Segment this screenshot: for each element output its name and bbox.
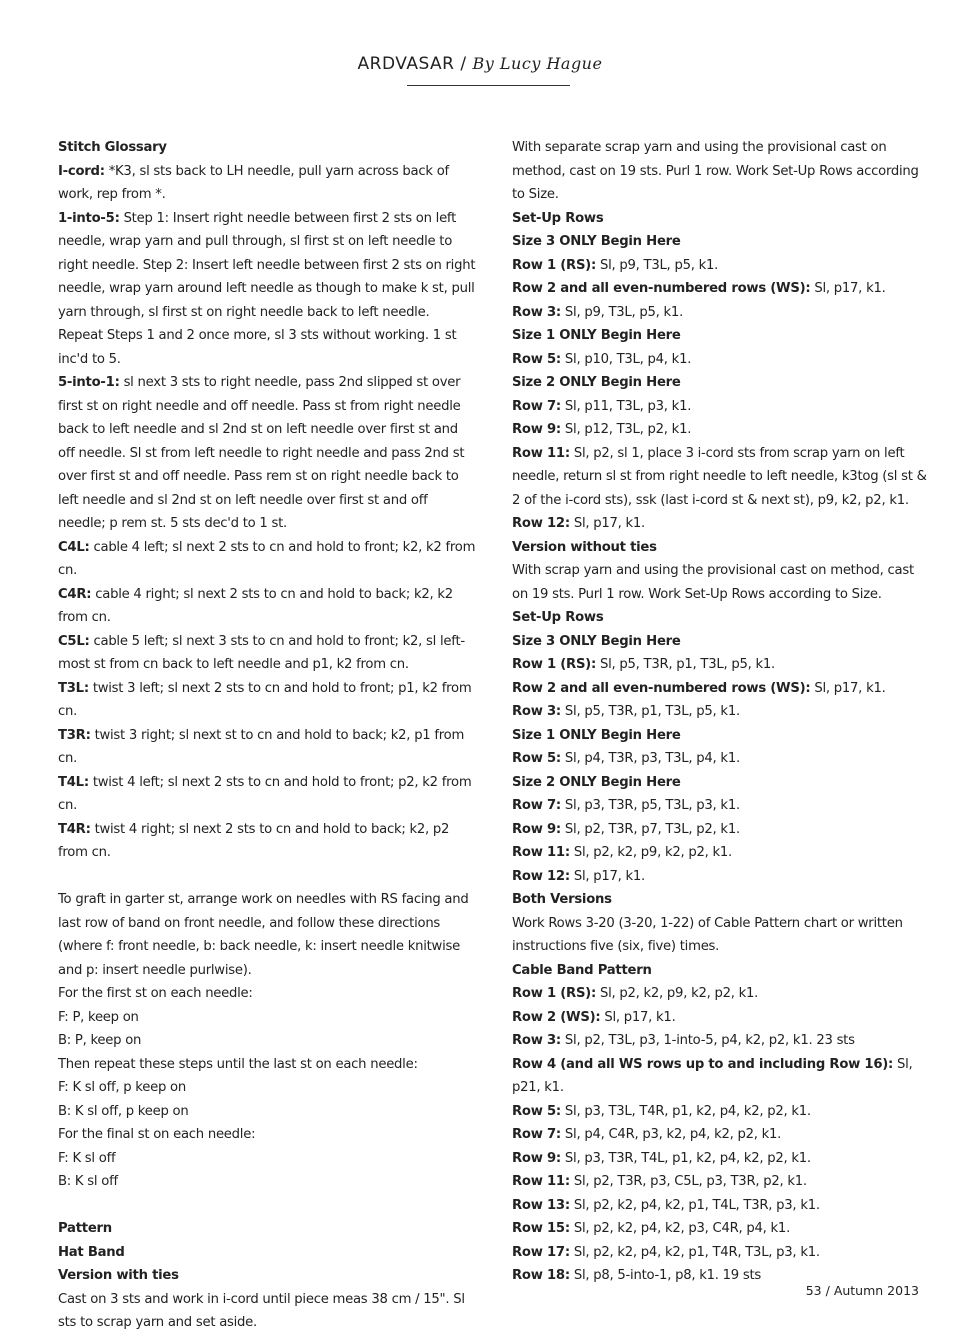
row-instruction (512, 865, 932, 889)
graft-intro: To graft in garter st, arrange work on needles with RS facing and last row of band on front needle, and follow these directions (where f: front needle, b: back needle, k: insert needle knitwise and p: insert needle purlwise). (58, 892, 469, 978)
graft-lines (58, 982, 476, 1194)
row-instruction (512, 418, 932, 442)
graft-line: B: P, keep on (58, 1033, 142, 1048)
row-label: Row 9: (512, 821, 561, 837)
graft-line: B: K sl off (58, 1174, 118, 1189)
row-text: Sl, p11, T3L, p3, k1. (564, 398, 692, 414)
glossary-title: Stitch Glossary (58, 140, 167, 155)
row-text: Sl, p2, k2, p9, k2, p2, k1. (573, 845, 732, 860)
row-instruction (512, 677, 932, 701)
row-instruction (512, 301, 932, 325)
row-text: Sl, p10, T3L, p4, k1. (564, 351, 692, 367)
row-label: Row 3: (512, 1033, 561, 1048)
hat-band-heading: Hat Band (58, 1244, 125, 1260)
row-label: Row 3: (512, 304, 561, 320)
row-text: Sl, p17, k1. (573, 868, 646, 884)
row-label: Row 11: (512, 445, 570, 461)
pattern-heading: Pattern (58, 1221, 112, 1236)
row-text: Sl, p2, T3R, p3, C5L, p3, T3R, p2, k1. (573, 1174, 807, 1189)
glossary-term: I-cord: (58, 163, 105, 179)
glossary-definition: twist 4 left; sl next 2 sts to cn and hold to front; p2, k2 from cn. (58, 774, 472, 813)
row-label: Row 1 (RS): (512, 657, 596, 672)
row-text: Sl, p12, T3L, p2, k1. (564, 422, 692, 437)
setup-rows-heading-2: Set-Up Rows (512, 610, 604, 625)
graft-line: F: P, keep on (58, 1009, 139, 1025)
row-text: Sl, p9, T3L, p5, k1. (564, 304, 684, 320)
row-instruction (512, 700, 932, 724)
row-instruction (512, 1053, 932, 1100)
glossary-term: C4L: (58, 539, 90, 555)
row-text: Sl, p2, k2, p4, k2, p1, T4L, T3R, p3, k1. (573, 1197, 820, 1213)
row-label: Row 7: (512, 398, 561, 414)
graft-line: For the final st on each needle: (58, 1127, 256, 1142)
row-label: Row 2 and all even-numbered rows (WS): (512, 680, 811, 696)
graft-line: F: K sl off (58, 1150, 116, 1166)
row-instruction (512, 841, 932, 865)
row-text: Sl, p17, k1. (604, 1009, 676, 1025)
row-text: Sl, p17, k1. (814, 281, 886, 296)
glossary-entry (58, 536, 476, 583)
glossary-definition: cable 4 left; sl next 2 sts to cn and hold to front; k2, k2 from cn. (58, 539, 476, 578)
row-instruction (512, 794, 932, 818)
row-text: Sl, p2, k2, p4, k2, p3, C4R, p4, k1. (573, 1221, 791, 1236)
version-no-ties-text: With scrap yarn and using the provisional cast on method, cast on 19 sts. Purl 1 row. Work Set-Up Rows according to Size. (512, 563, 914, 602)
header-separator: / (460, 54, 467, 74)
row-text: Sl, p4, T3R, p3, T3L, p4, k1. (564, 751, 740, 766)
glossary-term: 1-into-5: (58, 210, 120, 226)
row-label: Row 5: (512, 1103, 561, 1119)
row-label: Row 7: (512, 1127, 561, 1142)
glossary-definition: twist 3 right; sl next st to cn and hold to back; k2, p1 from cn. (58, 727, 465, 766)
row-text: Sl, p2, T3L, p3, 1-into-5, p4, k2, p2, k1. 23 sts (564, 1033, 855, 1048)
glossary-entry (58, 630, 476, 677)
page-number: 53 (805, 1283, 822, 1298)
version-no-ties-heading: Version without ties (512, 539, 657, 555)
glossary-term: C5L: (58, 633, 90, 649)
glossary-definition: twist 3 left; sl next 2 sts to cn and hold to front; p1, k2 from cn. (58, 680, 472, 719)
row-label: Row 11: (512, 1174, 570, 1189)
glossary-definition: sl next 3 sts to right needle, pass 2nd slipped st over first st on right needle and off needle. Pass st from right needle back to left needle and sl 2nd st on left needle over first st and off needle. Sl st from left needle to right needle and pass 2nd st over first st and off needle. Pass rem st on right needle back to left needle and sl 2nd st on left needle over first st and off needle; p rem st. 5 sts dec'd to 1 st. (58, 375, 465, 531)
glossary-term: 5-into-1: (58, 375, 120, 390)
row-text: Sl, p5, T3R, p1, T3L, p5, k1. (599, 657, 775, 672)
row-label: Row 13: (512, 1197, 570, 1213)
glossary-definition: cable 4 right; sl next 2 sts to cn and hold to back; k2, k2 from cn. (58, 586, 453, 625)
row-label: Row 2 and all even-numbered rows (WS): (512, 281, 811, 296)
glossary-definition: cable 5 left; sl next 3 sts to cn and hold to front; k2, sl left-most st from cn back to left needle and p1, k2 from cn. (58, 633, 465, 672)
both-versions-text: Work Rows 3-20 (3-20, 1-22) of Cable Pattern chart or written instructions five (six, five) times. (512, 915, 903, 954)
glossary-term: C4R: (58, 586, 92, 602)
glossary-term: T4R: (58, 821, 91, 837)
row-label: Row 1 (RS): (512, 986, 596, 1001)
setup-rows-heading-1: Set-Up Rows (512, 210, 604, 226)
row-text: Sl, p21, k1. (512, 1056, 913, 1095)
row-instruction (512, 1147, 932, 1171)
row-instruction (512, 254, 932, 278)
page-footer (806, 1283, 919, 1298)
page-header (0, 54, 960, 74)
row-label: Row 2 (WS): (512, 1009, 601, 1025)
glossary-entry (58, 818, 476, 865)
row-text: Sl, p17, k1. (814, 680, 886, 696)
left-column (58, 136, 476, 1335)
graft-line: B: K sl off, p keep on (58, 1103, 189, 1119)
row-instruction (512, 442, 932, 513)
glossary-entry (58, 583, 476, 630)
row-instruction (512, 512, 932, 536)
row-instruction (512, 747, 932, 771)
row-text: Sl, p3, T3R, T4L, p1, k2, p4, k2, p2, k1. (564, 1150, 811, 1166)
size-heading: Size 3 ONLY Begin Here (512, 633, 681, 649)
row-instruction (512, 818, 932, 842)
graft-line: F: K sl off, p keep on (58, 1080, 186, 1095)
row-label: Row 5: (512, 351, 561, 367)
right-column (512, 136, 932, 1288)
row-label: Row 17: (512, 1244, 570, 1260)
glossary-term: T4L: (58, 774, 89, 790)
glossary-entry (58, 771, 476, 818)
row-instruction (512, 1100, 932, 1124)
row-instruction (512, 1170, 932, 1194)
row-instruction (512, 1006, 932, 1030)
size-heading: Size 1 ONLY Begin Here (512, 328, 681, 343)
version-ties-heading: Version with ties (58, 1268, 179, 1283)
right-intro: With separate scrap yarn and using the provisional cast on method, cast on 19 sts. Purl 1 row. Work Set-Up Rows according to Size. (512, 140, 919, 202)
row-text: Sl, p8, 5-into-1, p8, k1. 19 sts (573, 1268, 762, 1283)
row-instruction (512, 1217, 932, 1241)
row-label: Row 5: (512, 751, 561, 766)
pattern-author: By Lucy Hague (472, 54, 603, 73)
row-label: Row 1 (RS): (512, 257, 596, 273)
both-versions-heading: Both Versions (512, 892, 612, 907)
row-instruction (512, 1194, 932, 1218)
row-label: Row 18: (512, 1268, 570, 1283)
row-instruction (512, 1241, 932, 1265)
graft-line: Then repeat these steps until the last st on each needle: (58, 1056, 418, 1072)
row-label: Row 3: (512, 704, 561, 719)
setup-rows-2 (512, 630, 932, 889)
row-label: Row 9: (512, 422, 561, 437)
glossary-entry (58, 160, 476, 207)
row-text: Sl, p2, k2, p9, k2, p2, k1. (599, 986, 759, 1001)
glossary-definition: Step 1: Insert right needle between first 2 sts on left needle, wrap yarn and pull through, sl first st on left needle to right needle. Step 2: Insert left needle between first 2 sts on right needle, wrap yarn around left needle as though to make k st, pull yarn through, sl first st on right needle back to left needle. Repeat Steps 1 and 2 once more, sl 3 sts without working. 1 st inc'd to 5. (58, 210, 476, 367)
row-text: Sl, p2, sl 1, place 3 i-cord sts from scrap yarn on left needle, return sl st from right needle to left needle, k3tog (sl st & 2 of the i-cord sts), ssk (last i-cord st & next st), p9, k2, p2, k1. (512, 445, 927, 508)
row-instruction (512, 277, 932, 301)
row-label: Row 9: (512, 1150, 561, 1166)
row-instruction (512, 1123, 932, 1147)
glossary-entry (58, 677, 476, 724)
row-text: Sl, p2, T3R, p7, T3L, p2, k1. (564, 821, 740, 837)
row-instruction (512, 1029, 932, 1053)
row-instruction (512, 982, 932, 1006)
row-label: Row 12: (512, 868, 570, 884)
cable-band-rows (512, 982, 932, 1288)
setup-rows-1 (512, 230, 932, 536)
glossary-term: T3L: (58, 680, 89, 696)
row-text: Sl, p17, k1. (573, 516, 646, 531)
size-heading: Size 1 ONLY Begin Here (512, 727, 681, 743)
version-ties-text: Cast on 3 sts and work in i-cord until piece meas 38 cm / 15". Sl sts to scrap yarn and set aside. (58, 1291, 465, 1330)
row-text: Sl, p5, T3R, p1, T3L, p5, k1. (564, 704, 740, 719)
size-heading: Size 2 ONLY Begin Here (512, 375, 681, 390)
header-rule (407, 85, 570, 86)
size-heading: Size 3 ONLY Begin Here (512, 234, 681, 249)
row-label: Row 12: (512, 516, 570, 531)
glossary-term: T3R: (58, 727, 91, 743)
row-instruction (512, 395, 932, 419)
row-label: Row 7: (512, 798, 561, 813)
glossary-entry (58, 724, 476, 771)
glossary-definition: twist 4 right; sl next 2 sts to cn and hold to back; k2, p2 from cn. (58, 821, 450, 860)
row-instruction (512, 653, 932, 677)
row-label: Row 11: (512, 845, 570, 860)
size-heading: Size 2 ONLY Begin Here (512, 774, 681, 790)
row-text: Sl, p3, T3R, p5, T3L, p3, k1. (564, 798, 740, 813)
issue-label: Autumn 2013 (833, 1283, 919, 1298)
glossary-definition: *K3, sl sts back to LH needle, pull yarn across back of work, rep from *. (58, 163, 449, 202)
cable-band-heading: Cable Band Pattern (512, 962, 652, 978)
row-text: Sl, p3, T3L, T4R, p1, k2, p4, k2, p2, k1. (564, 1103, 811, 1119)
row-label: Row 15: (512, 1221, 570, 1236)
glossary-entry (58, 207, 476, 372)
row-text: Sl, p4, C4R, p3, k2, p4, k2, p2, k1. (564, 1127, 782, 1142)
pattern-title: ARDVASAR (357, 54, 455, 74)
row-text: Sl, p9, T3L, p5, k1. (599, 257, 719, 273)
glossary-entries (58, 160, 476, 865)
footer-separator: / (825, 1283, 830, 1298)
glossary-entry (58, 371, 476, 536)
row-text: Sl, p2, k2, p4, k2, p1, T4R, T3L, p3, k1. (573, 1244, 820, 1260)
graft-line: For the first st on each needle: (58, 986, 253, 1001)
row-label: Row 4 (and all WS rows up to and including Row 16): (512, 1056, 894, 1072)
row-instruction (512, 348, 932, 372)
